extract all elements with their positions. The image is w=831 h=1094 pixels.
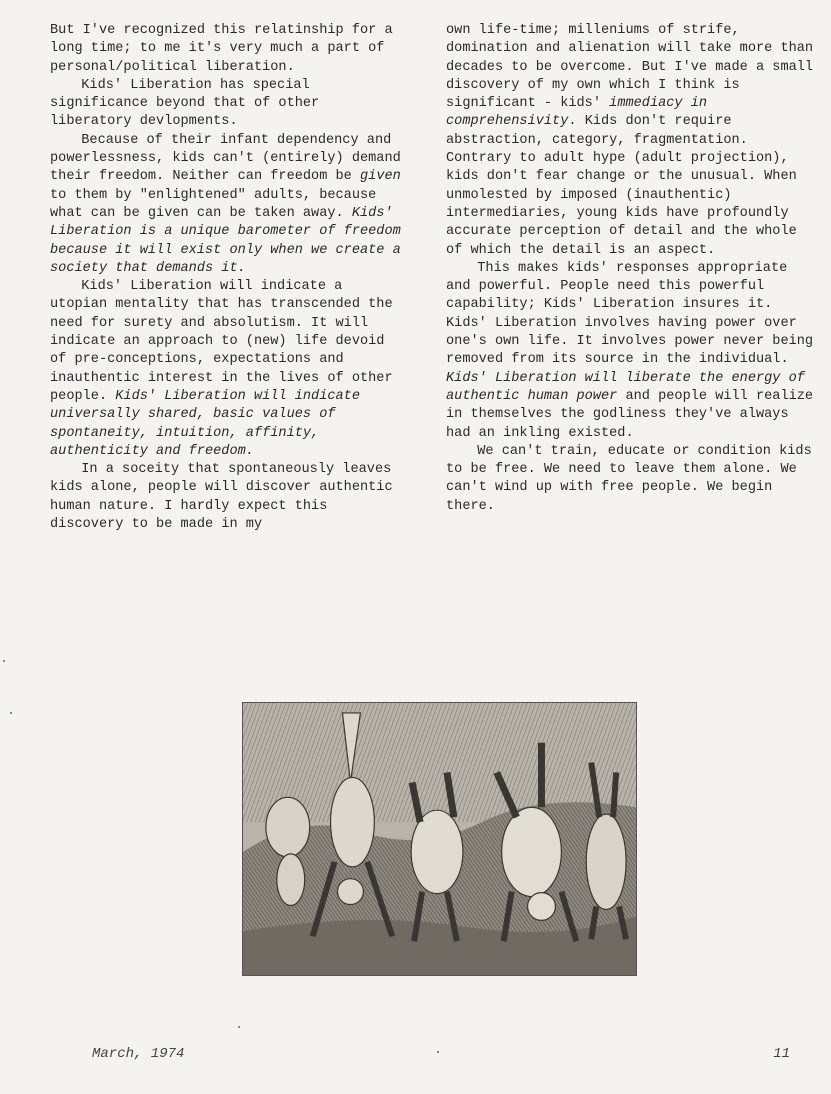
print-speck [437, 1051, 439, 1053]
paragraph [50, 278, 402, 461]
text-run: Kids' Liberation will indicate a utopian mentality that has transcended the need for surety and absolutism. It will indicate an approach to (new) life devoid of pre-conceptions, expectations and inauthentic interest in the lives of other people. [50, 279, 393, 404]
text-run: Because of their infant dependency and powerlessness, kids can't (entirely) demand their freedom. Neither can freedom be [50, 132, 401, 185]
print-speck [238, 1026, 240, 1028]
emphasis-text: Kids' Liberation will liberate the energy of authentic human power [446, 370, 805, 404]
engraving-illustration [242, 702, 637, 976]
text-run: This makes kids' responses appropriate and powerful. People need this powerful capability; Kids' Liberation insures it. Kids' Liberation involves having power over one's own life. It involves power never being removed from its source in the individual. [446, 260, 814, 368]
engraving-of-children-doing-handstands-icon [243, 703, 636, 975]
paragraph [50, 132, 402, 278]
right-column [446, 22, 818, 516]
footer-date: March, 1974 [92, 1046, 185, 1062]
text-run: . Kids don't require abstraction, category, fragmentation. Contrary to adult hype (adult projection), kids don't fear change or the unusual. When unmolested by imposed (inauthentic) intermediaries, young kids have profoundly accurate perception of detail and the whole of which the detail is an aspect. [446, 114, 797, 258]
text-run: to them by "enlightened" adults, because what can be given can be taken away. [50, 187, 377, 221]
paragraph: We can't train, educate or condition kids to be free. We need to leave them alone. We can't wind up with free people. We begin there. [446, 443, 812, 514]
print-speck [10, 712, 12, 714]
paragraph: In a soceity that spontaneously leaves kids alone, people will discover authentic human nature. I hardly expect this discovery to be made in my [50, 462, 393, 533]
print-speck [3, 660, 5, 662]
emphasis-text: Kids' Liberation will indicate universally shared, basic values of spontaneity, intuition, affinity, authenticity and freedom. [50, 388, 360, 459]
text-run: own life-time; milleniums of strife, domination and alienation will take more than decades to be overcome. But I've made a small discovery of my own which I think is significant - kids' [446, 23, 814, 112]
paragraph [446, 260, 818, 443]
emphasis-text: Kids' Liberation is a unique barometer of freedom because it will exist only when we create a society that demands it. [50, 205, 401, 276]
paragraph: Kids' Liberation has special significance beyond that of other liberatory devlopments. [50, 77, 320, 130]
left-column [50, 22, 402, 534]
page-number: 11 [773, 1046, 790, 1062]
emphasis-text: immediacy in comprehensivity [446, 96, 708, 130]
text-run: and people will realize in themselves the godliness they've always had an inkling existed. [446, 388, 814, 441]
emphasis-text: given [360, 169, 401, 185]
paragraph [446, 22, 818, 260]
paragraph: But I've recognized this relatinship for a long time; to me it's very much a part of personal/political liberation. [50, 23, 393, 75]
